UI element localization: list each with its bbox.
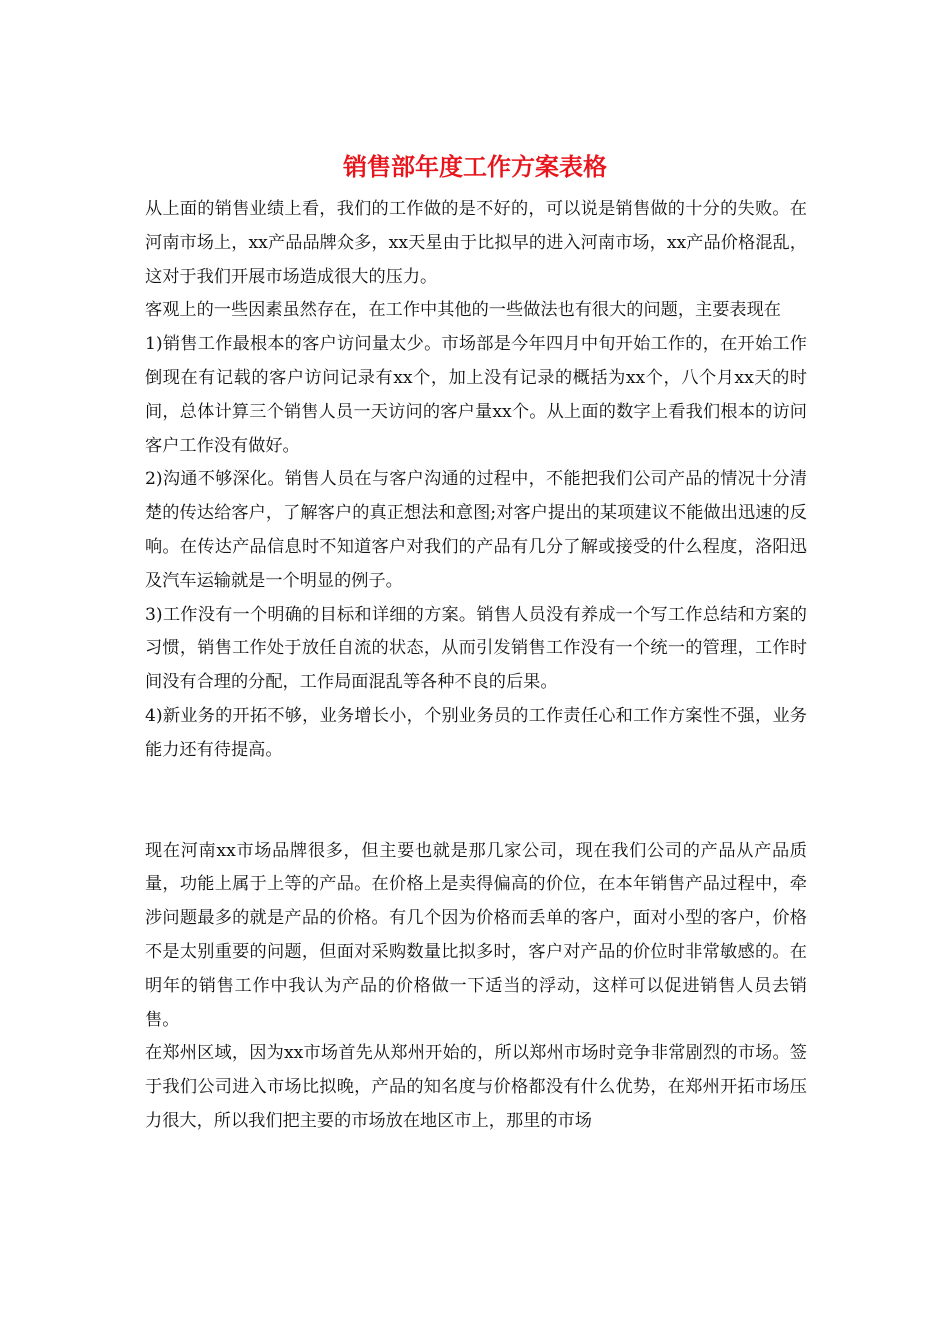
list-item: 2)沟通不够深化。销售人员在与客户沟通的过程中，不能把我们公司产品的情况十分清楚的传达给客户，了解客户的真正想法和意图;对客户提出的某项建议不能做出迅速的反响。在传达产品信息时不知道客户对我们的产品有几分了解或接受的什么程度，洛阳迅及汽车运输就是一个明显的例子。 [145, 469, 807, 591]
list-item: 1)销售工作最根本的客户访问量太少。市场部是今年四月中旬开始工作的，在开始工作倒现在有记载的客户访问记录有xx个，加上没有记录的概括为xx个，八个月xx天的时间，总体计算三个销售人员一天访问的客户量xx个。从上面的数字上看我们根本的访问客户工作没有做好。 [145, 334, 807, 456]
list-item: 3)工作没有一个明确的目标和详细的方案。销售人员没有养成一个写工作总结和方案的习惯，销售工作处于放任自流的状态，从而引发销售工作没有一个统一的管理，工作时间没有合理的分配，工作局面混乱等各种不良的后果。 [145, 604, 807, 693]
document-body [145, 193, 807, 1139]
paragraph: 在郑州区域，因为xx市场首先从郑州开始的，所以郑州市场时竞争非常剧烈的市场。签于我们公司进入市场比拟晚，产品的知名度与价格都没有什么优势，在郑州开拓市场压力很大，所以我们把主要的市场放在地区市上，那里的市场 [145, 1043, 807, 1131]
document-title: 销售部年度工作方案表格 [343, 152, 607, 181]
list-item: 4)新业务的开拓不够，业务增长小，个别业务员的工作责任心和工作方案性不强，业务能力还有待提高。 [145, 705, 807, 760]
section-gap [145, 768, 807, 835]
paragraph: 现在河南xx市场品牌很多，但主要也就是那几家公司，现在我们公司的产品从产品质量，功能上属于上等的产品。在价格上是卖得偏高的价位，在本年销售产品过程中，牵涉问题最多的就是产品的价格。有几个因为价格而丢单的客户，面对小型的客户，价格不是太别重要的问题，但面对采购数量比拟多时，客户对产品的价位时非常敏感的。在明年的销售工作中我认为产品的价格做一下适当的浮动，这样可以促进销售人员去销售。 [145, 840, 807, 1030]
paragraph: 从上面的销售业绩上看，我们的工作做的是不好的，可以说是销售做的十分的失败。在河南市场上，xx产品品牌众多，xx天星由于比拟早的进入河南市场，xx产品价格混乱，这对于我们开展市场造成很大的压力。 [145, 199, 807, 287]
paragraph: 客观上的一些因素虽然存在，在工作中其他的一些做法也有很大的问题，主要表现在 [145, 300, 781, 321]
